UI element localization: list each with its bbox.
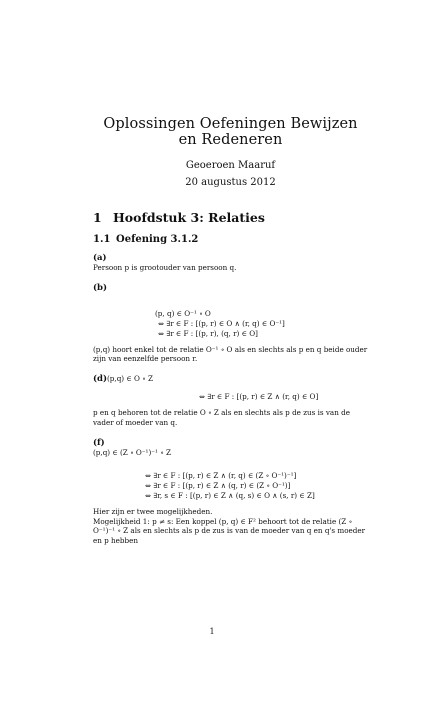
page-number: 1	[209, 627, 215, 636]
part-f-math-line: ⇔ ∃r ∈ F : [(p, r) ∈ Z ∧ (q, r) ∈ (Z ∘ O⁻¹)]	[145, 481, 291, 491]
part-f-math-line: ⇔ ∃r, s ∈ F : [(p, r) ∈ Z ∧ (q, s) ∈ O ∧ (s, r) ∈ Z]	[145, 491, 315, 501]
part-d-text: p en q behoren tot de relatie O ∘ Z als en slechts als p de zus is van de vader of moeder van q.	[93, 408, 350, 427]
part-f-text: Hier zijn er twee mogelijkheden.	[93, 507, 213, 517]
document-title: Oplossingen Oefeningen Bewijzen en Redeneren	[103, 116, 358, 148]
part-b-math-line: (p, q) ∈ O⁻¹ ∘ O	[155, 308, 211, 318]
part-b-math-line: ⇔ ∃r ∈ F : [(p, r) ∈ O ∧ (r, q) ∈ O⁻¹]	[158, 318, 285, 328]
chapter-number: 1	[93, 210, 102, 225]
document-page	[0, 116, 424, 716]
chapter-title: Hoofdstuk 3: Relaties	[113, 210, 265, 225]
part-d-math-line: ⇔ ∃r ∈ F : [(p, r) ∈ Z ∧ (r, q) ∈ O]	[199, 392, 319, 402]
part-f-statement: (p,q) ∈ (Z ∘ O⁻¹)⁻¹ ∘ Z	[93, 447, 172, 457]
document-date: 20 augustus 2012	[185, 177, 276, 188]
part-f-text: Mogelijkheid 1: p ≠ s: Een koppel (p, q) ∈ F² behoort tot de relatie (Z ∘ O⁻¹)⁻¹ ∘ Z als en slechts als p de zus is van de moeder van q en q's moeder en p hebben	[93, 516, 366, 545]
part-f-label: (f)	[93, 437, 105, 448]
part-a-label: (a)	[93, 253, 107, 263]
part-d-label: (d)	[93, 373, 107, 384]
part-d-heading	[93, 374, 368, 385]
part-b-math-line: ⇔ ∃r ∈ F : [(p, r), (q, r) ∈ O]	[158, 328, 258, 338]
part-b-label: (b)	[93, 282, 107, 293]
part-b-derivation	[155, 309, 368, 339]
section-heading	[93, 234, 368, 245]
section-title: Oefening 3.1.2	[116, 234, 199, 245]
part-f-derivation	[145, 471, 368, 501]
part-d-statement: (p,q) ∈ O ∘ Z	[107, 373, 153, 383]
part-a-text: Persoon p is grootouder van persoon q.	[93, 263, 237, 272]
part-f-math-line: ⇔ ∃r ∈ F : [(p, r) ∈ Z ∧ (r, q) ∈ (Z ∘ O⁻¹)⁻¹]	[145, 471, 297, 481]
document-author: Geoeroen Maaruf	[185, 160, 276, 171]
section-number: 1.1	[93, 234, 111, 245]
part-b-text: (p,q) hoort enkel tot de relatie O⁻¹ ∘ O als en slechts als p en q beide ouder zijn van eenzelfde persoon r.	[93, 344, 368, 364]
chapter-heading	[93, 210, 368, 225]
